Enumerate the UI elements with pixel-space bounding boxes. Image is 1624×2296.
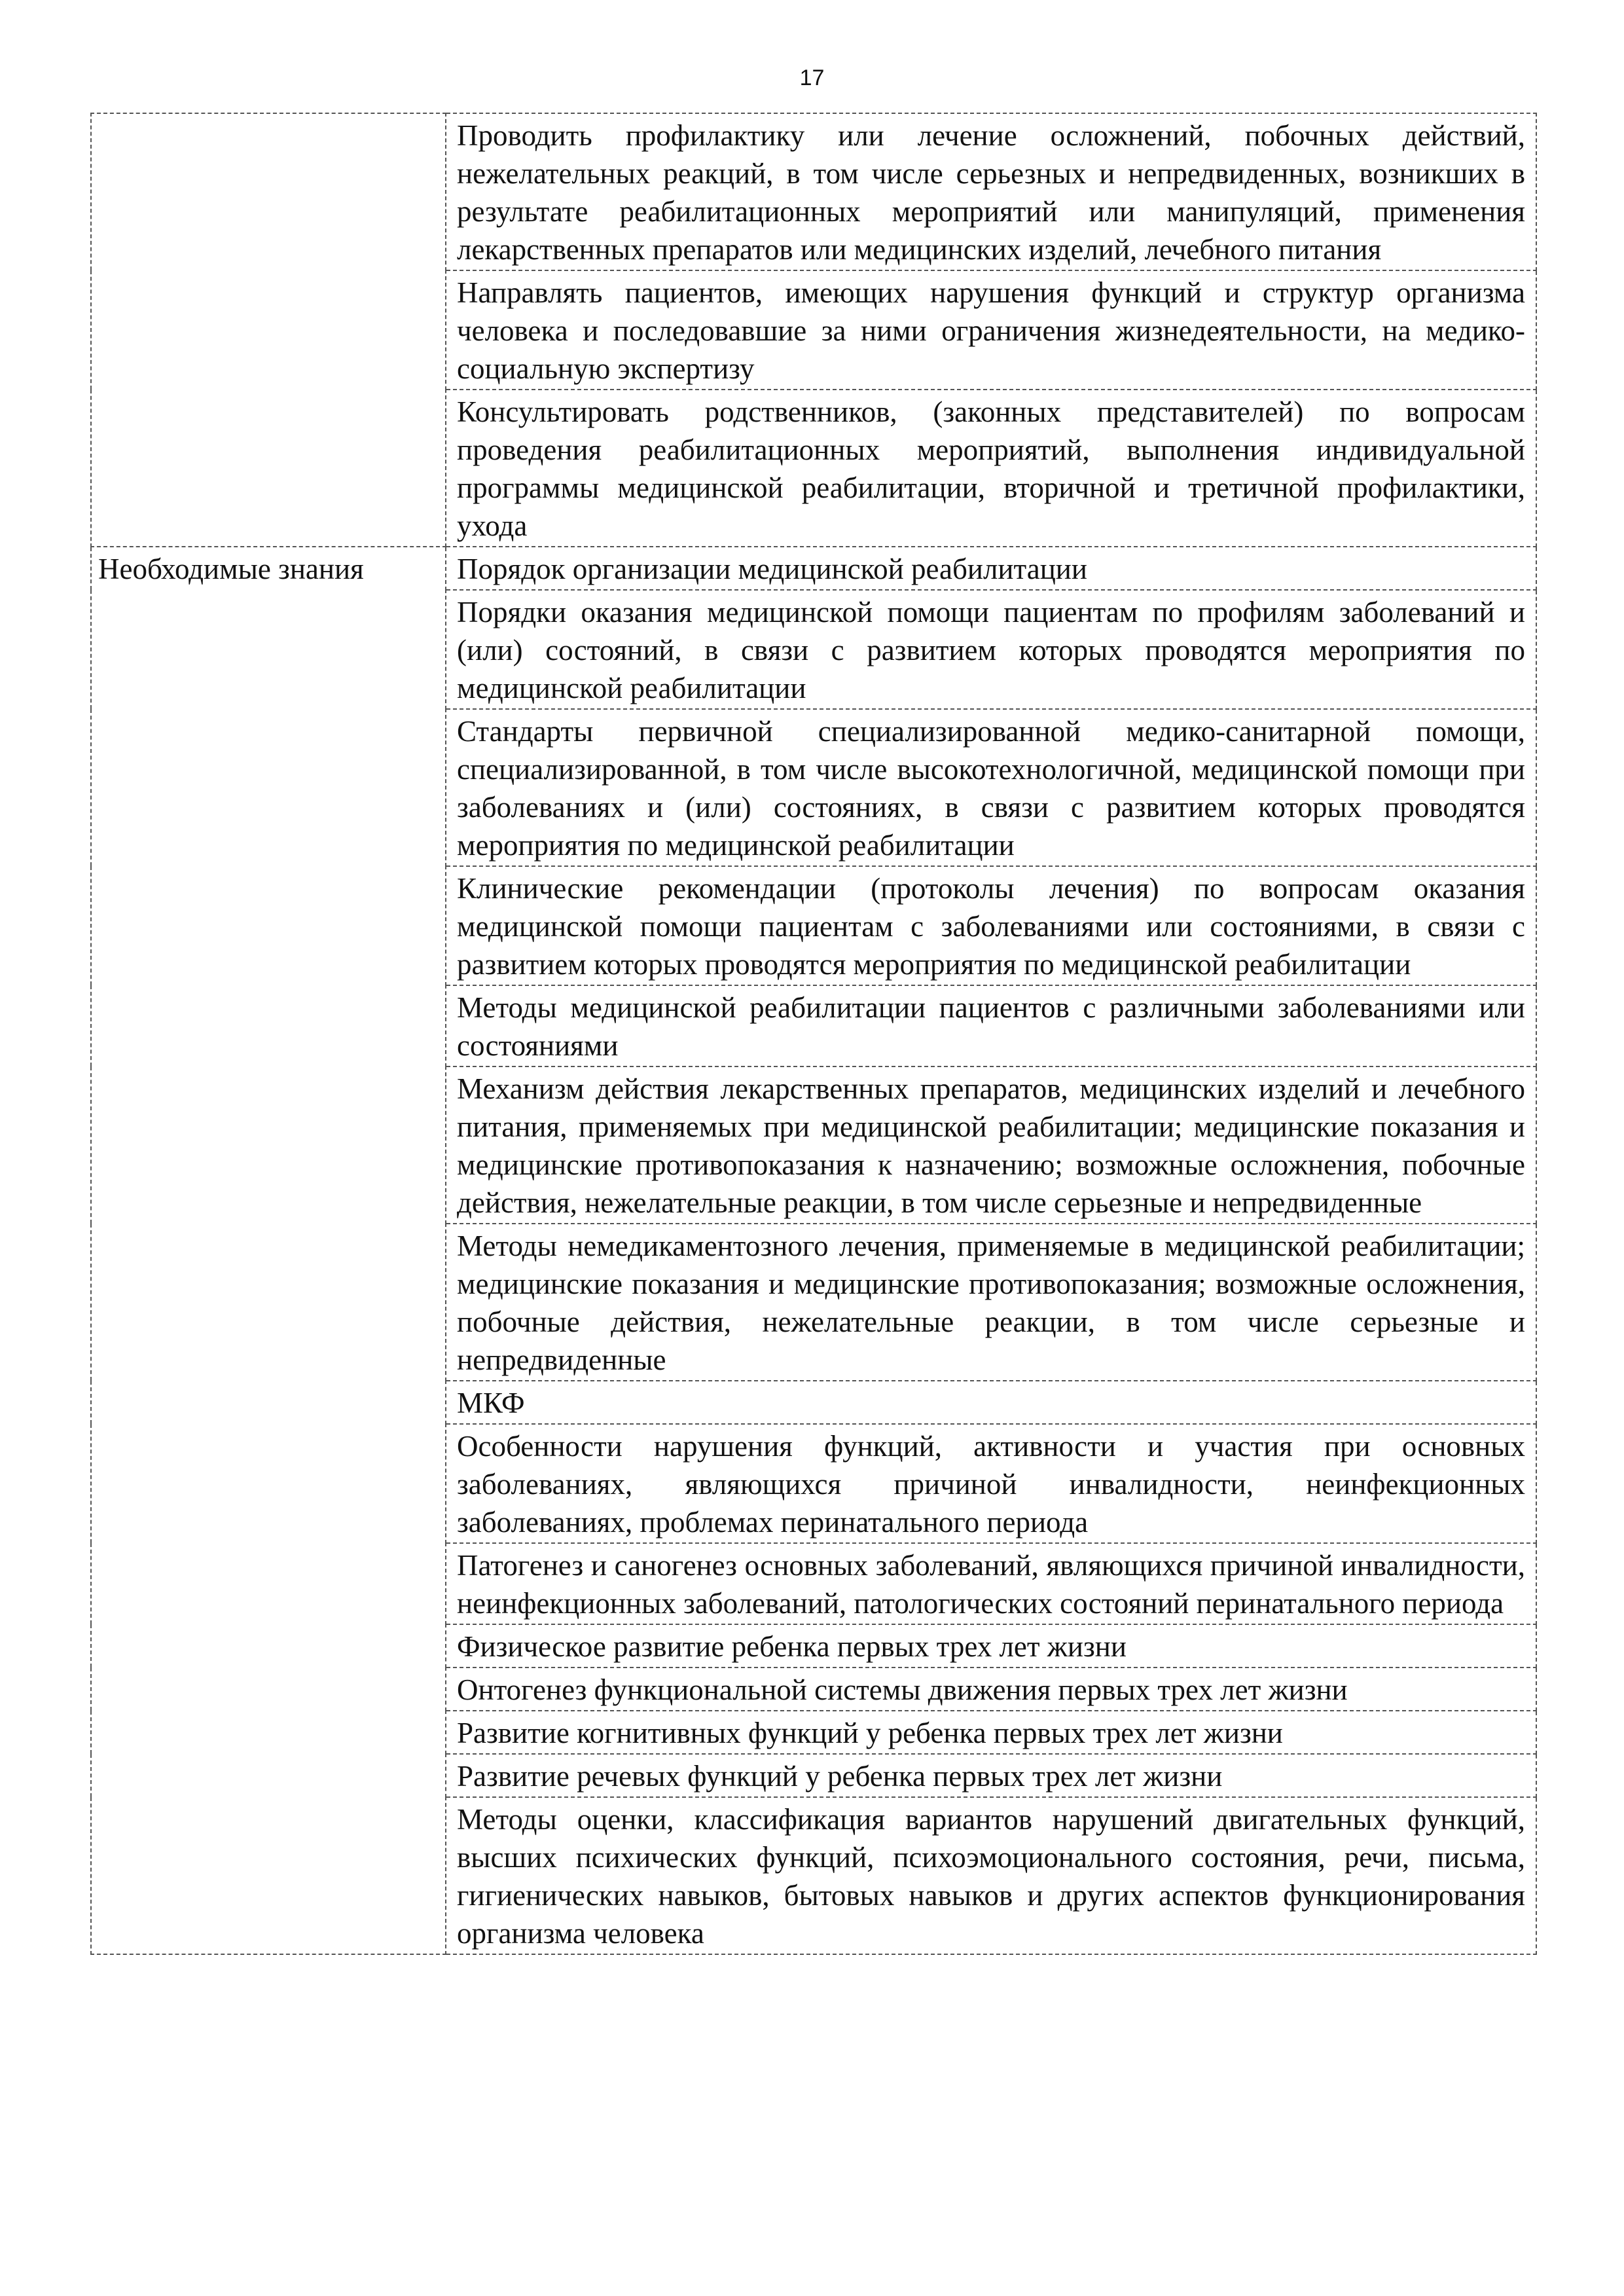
table-cell: Проводить профилактику или лечение осложнений, побочных действий, нежелательных реакций, в том числе серьезных и непредвиденных, возникших в результате реабилитационных мероприятий или манипуляций, применения лекарственных препаратов или медицинских изделий, лечебного питания xyxy=(446,113,1536,270)
table-cell: Консультировать родственников, (законных представителей) по вопросам проведения реабилитационных мероприятий, выполнения индивидуальной программы медицинской реабилитации, вторичной и третичной профилактики, ухода xyxy=(446,390,1536,547)
table-cell: Развитие речевых функций у ребенка первых трех лет жизни xyxy=(446,1754,1536,1797)
table-cell: Порядок организации медицинской реабилитации xyxy=(446,547,1536,590)
table-cell: Направлять пациентов, имеющих нарушения функций и структур организма человека и последовавшие за ними ограничения жизнедеятельности, на медико-социальную экспертизу xyxy=(446,270,1536,390)
page-number: 17 xyxy=(799,65,825,90)
table-cell: Особенности нарушения функций, активности и участия при основных заболеваниях, являющихся причиной инвалидности, неинфекционных заболеваниях, проблемах перинатального периода xyxy=(446,1424,1536,1543)
table-cell: Онтогенез функциональной системы движения первых трех лет жизни xyxy=(446,1667,1536,1711)
table-cell: Развитие когнитивных функций у ребенка первых трех лет жизни xyxy=(446,1711,1536,1754)
requirements-table xyxy=(90,113,1537,1955)
table-cell: Механизм действия лекарственных препаратов, медицинских изделий и лечебного питания, применяемых при медицинской реабилитации; медицинские показания и медицинские противопоказания к назначению; возможные осложнения, побочные действия, нежелательные реакции, в том числе серьезные и непредвиденные xyxy=(446,1066,1536,1224)
row-label-required-knowledge: Необходимые знания xyxy=(91,547,446,1954)
table-cell: МКФ xyxy=(446,1381,1536,1424)
table-cell: Методы медицинской реабилитации пациентов с различными заболеваниями или состояниями xyxy=(446,985,1536,1066)
table-row xyxy=(91,113,1536,270)
table-cell: Методы немедикаментозного лечения, применяемые в медицинской реабилитации; медицинские показания и медицинские противопоказания; возможные осложнения, побочные действия, нежелательные реакции, в том числе серьезные и непредвиденные xyxy=(446,1224,1536,1381)
row-label-empty xyxy=(91,113,446,547)
table-cell: Порядки оказания медицинской помощи пациентам по профилям заболеваний и (или) состояний, в связи с развитием которых проводятся мероприятия по медицинской реабилитации xyxy=(446,590,1536,709)
table-row xyxy=(91,547,1536,590)
table-cell: Физическое развитие ребенка первых трех лет жизни xyxy=(446,1624,1536,1667)
table-cell: Клинические рекомендации (протоколы лечения) по вопросам оказания медицинской помощи пациентам с заболеваниями или состояниями, в связи с развитием которых проводятся мероприятия по медицинской реабилитации xyxy=(446,866,1536,985)
table-cell: Стандарты первичной специализированной медико-санитарной помощи, специализированной, в том числе высокотехнологичной, медицинской помощи при заболеваниях и (или) состояниях, в связи с развитием которых проводятся мероприятия по медицинской реабилитации xyxy=(446,709,1536,866)
table-cell: Методы оценки, классификация вариантов нарушений двигательных функций, высших психических функций, психоэмоционального состояния, речи, письма, гигиенических навыков, бытовых навыков и других аспектов функционирования организма человека xyxy=(446,1797,1536,1954)
table-cell: Патогенез и саногенез основных заболеваний, являющихся причиной инвалидности, неинфекционных заболеваний, патологических состояний перинатального периода xyxy=(446,1543,1536,1624)
